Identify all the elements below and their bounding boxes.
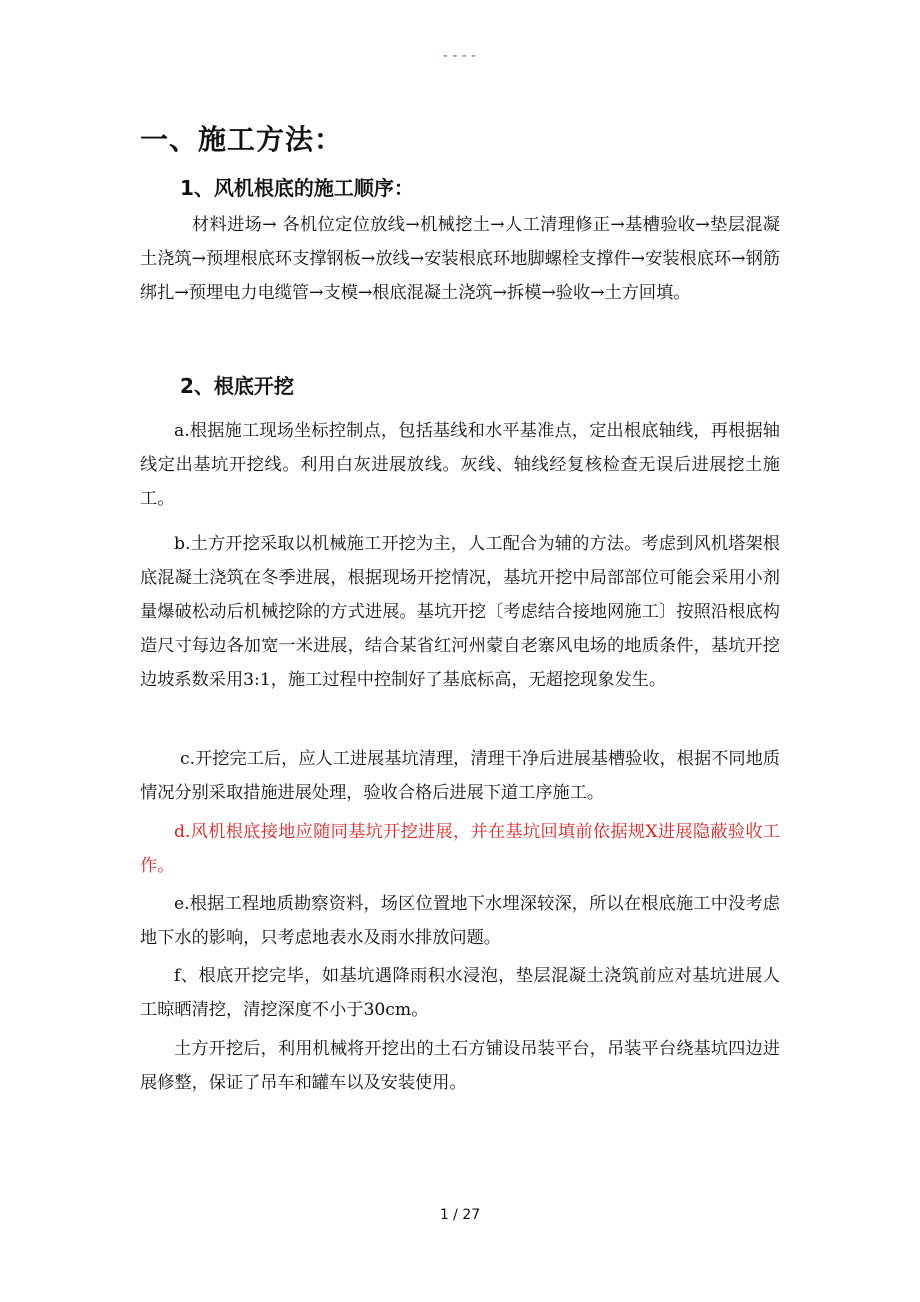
paragraph-b: b.土方开挖采取以机械施工开挖为主，人工配合为辅的方法。考虑到风机塔架根底混凝土浇筑在冬季进展，根据现场开挖情况，基坑开挖中局部部位可能会采用小剂量爆破松动后机械挖除的方式进展。基坑开挖〔考虑结合接地网施工〕按照沿根底构造尺寸每边各加宽一米进展，结合某省红河州蒙自老寨风电场的地质条件，基坑开挖边坡系数采用3:1，施工过程中控制好了基底标高，无超挖现象发生。 bbox=[140, 534, 780, 690]
paragraph-d-highlighted: d.风机根底接地应随同基坑开挖进展，并在基坑回填前依据规X进展隐蔽验收工作。 bbox=[140, 822, 780, 876]
page-number: 1 / 27 bbox=[439, 1207, 481, 1223]
section-title: 一、施工方法： bbox=[140, 123, 344, 156]
paragraph-f: f、根底开挖完毕，如基坑遇降雨积水浸泡，垫层混凝土浇筑前应对基坑进展人工晾晒清挖，清挖深度不小于30cm。 bbox=[140, 966, 780, 1020]
subsection-title-excavation: 2、根底开挖 bbox=[180, 374, 294, 398]
paragraph-construction-sequence: 材料进场→ 各机位定位放线→机械挖土→人工清理修正→基槽验收→垫层混凝土浇筑→预埋根底环支撑钢板→放线→安装根底环地脚螺栓支撑件→安装根底环→钢筋绑扎→预埋电力电缆管→支模→根底混凝土浇筑→拆模→验收→土方回填。 bbox=[140, 215, 780, 303]
paragraph-e: e.根据工程地质勘察资料，场区位置地下水埋深较深，所以在根底施工中没考虑地下水的影响，只考虑地表水及雨水排放问题。 bbox=[140, 894, 780, 948]
paragraph-g: 土方开挖后，利用机械将开挖出的土石方铺设吊装平台，吊装平台绕基坑四边进展修整，保证了吊车和罐车以及安装使用。 bbox=[140, 1039, 780, 1093]
paragraph-c: c.开挖完工后，应人工进展基坑清理，清理干净后进展基槽验收，根据不同地质情况分别采取措施进展处理，验收合格后进展下道工序施工。 bbox=[140, 749, 780, 803]
paragraph-a: a.根据施工现场坐标控制点，包括基线和水平基准点，定出根底轴线，再根据轴线定出基坑开挖线。利用白灰进展放线。灰线、轴线经复核检查无误后进展挖土施工。 bbox=[140, 421, 780, 509]
header-mark: ---- bbox=[441, 48, 479, 64]
subsection-title-sequence: 1、风机根底的施工顺序： bbox=[180, 176, 414, 200]
